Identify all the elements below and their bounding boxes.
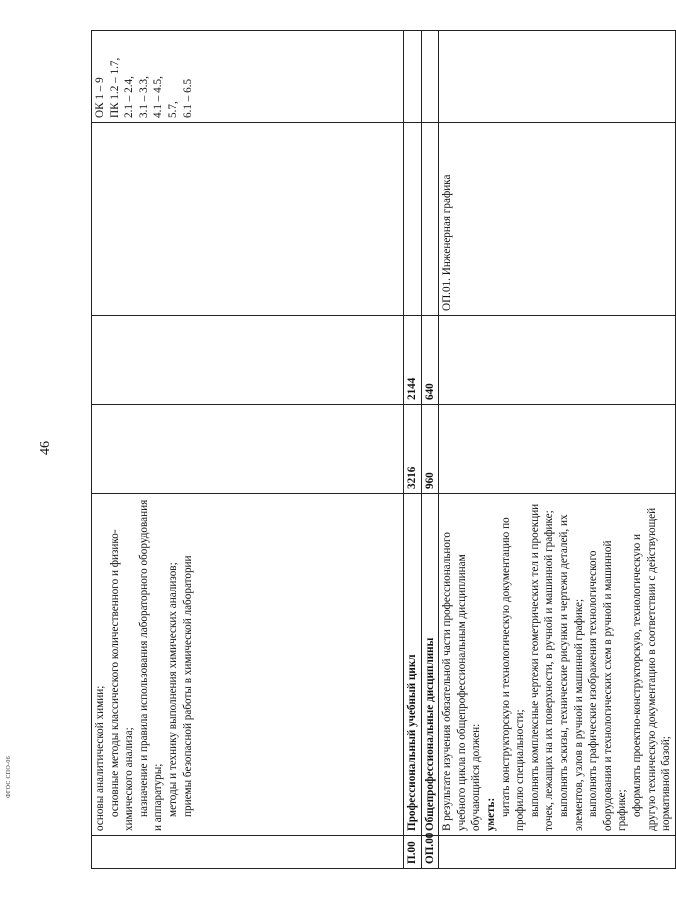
cell-competences [92,31,404,123]
cell-max-hours: 3216 [404,405,422,494]
knowledge-line: основы аналитической химии; [94,685,106,831]
cell-title: Общепрофессиональные дисциплины [421,494,439,836]
skill-line: оформлять проектно-конструкторскую, технологическую и другую техническую документацию в соответствии с действующей нормативной базой; [630,507,673,831]
cell-code: П.00 [404,836,422,869]
cell-max-hours: 960 [421,405,439,494]
knowledge-line: назначение и правила использования лабораторного оборудования и аппаратуры; [137,499,165,831]
curriculum-table [91,30,676,869]
curriculum-table-rotated [91,31,673,869]
knowledge-line: методы и технику выполнения химических анализов; [166,562,179,817]
table-row-continuation [92,31,404,869]
knowledge-line: приемы безопасной работы в химической лаборатории [181,555,194,817]
skill-line: выполнять графические изображения технологического оборудования и технологических схем в ручной и машинной графике; [587,540,629,831]
competence-line: ОК 1 – 9 [94,77,106,118]
cell-content [439,494,676,836]
competence-line: 5.7, [166,101,179,118]
cell-code [92,836,404,869]
knowledge-line: основные методы классического количественного и физико-химического анализа; [108,529,136,831]
page-number: 46 [38,441,53,455]
skill-line: выполнять эскизы, технические рисунки и чертежи деталей, их элементов, узлов в ручной и машинной графике; [557,514,585,831]
cell-obligatory-hours: 640 [421,316,439,405]
skill-line: выполнять комплексные чертежи геометрических тел и проекции точек, лежащих на их поверхности, в ручной и машинной графике; [528,503,556,831]
cell-content [92,494,404,836]
cell-competences [421,31,439,123]
cell-max-hours [92,405,404,494]
cell-discipline [404,123,422,316]
table-row-op01 [439,31,676,869]
cell-max-hours [439,405,676,494]
cell-competences [439,31,676,123]
competence-line: 4.1 – 4.5, [152,76,165,118]
table-row-op00 [421,31,439,869]
cell-obligatory-hours [439,316,676,405]
cell-code: ОП.00 [421,836,439,869]
competence-line: 3.1 – 3.3, [137,76,150,118]
competence-line: 6.1 – 6.5 [181,78,194,118]
cell-obligatory-hours [92,316,404,405]
cell-code [439,836,676,869]
competence-line: 2.1 – 2.4, [123,76,136,118]
table-row-p00 [404,31,422,869]
cell-obligatory-hours: 2144 [404,316,422,405]
cell-discipline: ОП.01. Инженерная графика [439,123,676,316]
cell-discipline [92,123,404,316]
intro-text: В результате изучения обязательной части профессионального учебного цикла по общепрофессиональным дисциплинам обучающийся должен: [441,532,483,831]
footer-code: ФГОС СПО-06 [6,756,12,798]
cell-discipline [421,123,439,316]
cell-title: Профессиональный учебный цикл [404,494,422,836]
competence-line: ПК 1.2 – 1.7, [108,57,121,118]
cell-competences [404,31,422,123]
skill-line: читать конструкторскую и технологическую документацию по профилю специальности; [499,517,527,831]
umet-label: уметь: [484,797,497,831]
